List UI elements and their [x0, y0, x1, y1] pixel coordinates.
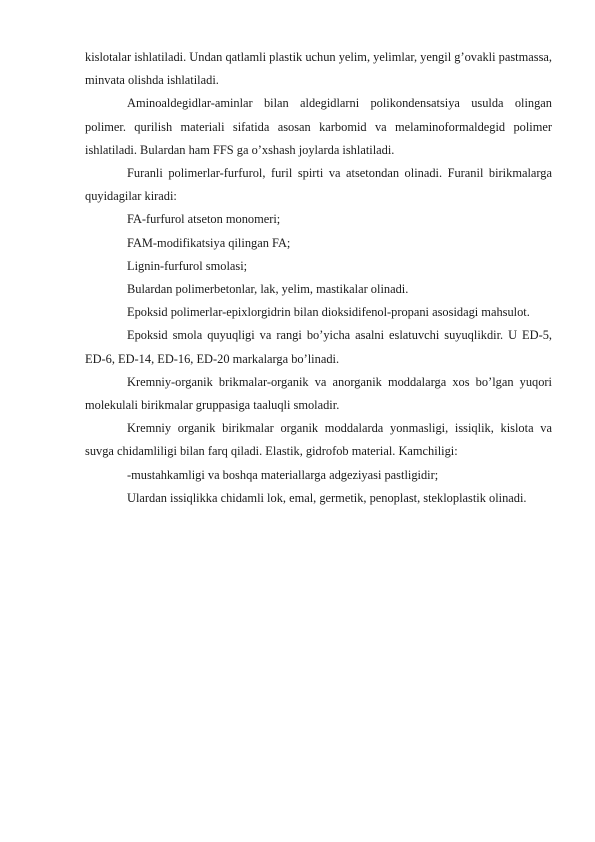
paragraph-2: Aminoaldegidlar-aminlar bilan aldegidlarni polikondensatsiya usulda olingan polimer. qurilish materiali sifatida asosan karbomid va melaminoformaldegid polimer ishlatiladi. Bulardan ham FFS ga o’xshash joylarda ishlatiladi. [85, 96, 552, 157]
paragraph-13: Ulardan issiqlikka chidamli lok, emal, germetik, penoplast, stekloplastik olinadi. [127, 490, 527, 505]
paragraph-3: Furanli polimerlar-furfurol, furil spirti va atsetondan olinadi. Furanil birikmalarga quyidagilar kiradi: [85, 166, 552, 204]
paragraph-12: -mustahkamligi va boshqa materiallarga adgeziyasi pastligidir; [127, 467, 439, 482]
paragraph-9: Epoksid smola quyuqligi va rangi bo’yicha asalni eslatuvchi suyuqlikdir. U ED-5, ED-6, ED-14, ED-16, ED-20 markalarga bo’linadi. [85, 328, 552, 366]
paragraph-5: FAM-modifikatsiya qilingan FA; [127, 235, 291, 250]
paragraph-4: FA-furfurol atseton monomeri; [127, 212, 281, 227]
paragraph-8: Epoksid polimerlar-epixlorgidrin bilan dioksidifenol-propani asosidagi mahsulot. [127, 305, 530, 320]
paragraph-10: Kremniy-organik brikmalar-organik va anorganik moddalarga xos bo’lgan yuqori molekulali birikmalar gruppasiga taaluqli smoladir. [85, 374, 552, 413]
paragraph-1: kislotalar ishlatiladi. Undan qatlamli plastik uchun yelim, yelimlar, yengil g’ovakli pastmassa, minvata olishda ishlatiladi. [85, 50, 552, 88]
paragraph-7: Bulardan polimerbetonlar, lak, yelim, mastikalar olinadi. [127, 282, 409, 297]
document-body [85, 46, 552, 510]
paragraph-6: Lignin-furfurol smolasi; [127, 258, 248, 273]
paragraph-11: Kremniy organik birikmalar organik moddalarda yonmasligi, issiqlik, kislota va suvga chidamliligi bilan farq qiladi. Elastik, gidrofob material. Kamchiligi: [85, 421, 552, 459]
